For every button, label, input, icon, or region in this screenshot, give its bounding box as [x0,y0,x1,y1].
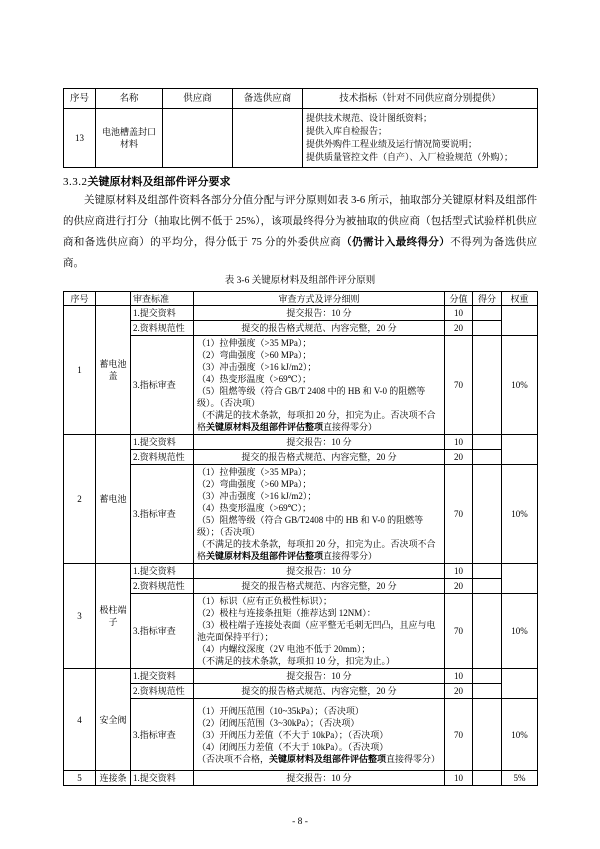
group1-row3 [64,336,538,435]
group1-row1 [64,306,538,321]
no-cell: 4 [64,669,96,771]
weight-empty-cell [502,435,538,465]
section-heading [63,175,537,189]
header-serial: 序号 [64,292,96,306]
tech-indicator-cell: 提供技术规范、设计图纸资料； 提供入库自检报告； 提供外购件工程业绩及运行情况简要说明； 提供质量管控文件（自产）、入厂检验规范（外购）； [303,109,538,168]
earned-cell [473,699,502,771]
supplier-cell [163,109,233,168]
detail-cell: 提交报告：10 分 [194,669,445,684]
supplier-table-row-13 [64,109,538,168]
detail-cell: 提交报告：10 分 [194,306,445,321]
detail-cell: 提交的报告格式规范、内容完整，20 分 [194,450,445,465]
score-cell: 20 [445,450,473,465]
criteria-cell: 1.提交资料 [131,306,194,321]
score-cell: 20 [445,321,473,336]
earned-cell [473,684,502,699]
group4-row2 [64,684,538,699]
header-weight: 权重 [502,292,538,306]
earned-cell [473,579,502,594]
detail-cell: 提交报告：10 分 [194,771,445,786]
detail-cell: 提交的报告格式规范、内容完整，20 分 [194,684,445,699]
weight-cell: 10% [502,336,538,435]
weight-cell: 5% [502,771,538,786]
earned-cell [473,564,502,579]
header-supplier: 供应商 [163,89,233,109]
score-cell: 70 [445,594,473,669]
group1-row2 [64,321,538,336]
header-tech-indicator: 技术指标（针对不同供应商分别提供） [303,89,538,109]
name-cell: 极柱端子 [96,564,131,669]
criteria-cell: 2.资料规范性 [131,579,194,594]
header-serial: 序号 [64,89,96,109]
earned-cell [473,771,502,786]
earned-cell [473,435,502,450]
weight-empty-cell [502,306,538,336]
section-title: 关键原材料及组部件评分要求 [87,176,231,188]
weight-cell: 10% [502,465,538,564]
earned-cell [473,465,502,564]
group2-row3 [64,465,538,564]
criteria-cell: 1.提交资料 [131,771,194,786]
no-cell: 3 [64,564,96,669]
criteria-cell: 1.提交资料 [131,669,194,684]
weight-empty-cell [502,564,538,594]
group5-row1 [64,771,538,786]
page-number: - 8 - [292,817,308,827]
score-cell: 10 [445,669,473,684]
body-paragraph: 关键原材料及组部件资料各部分分值分配与评分原则如表 3-6 所示，抽取部分关键原材料及组部件的供应商进行打分（抽取比例不低于 25%），该项最终得分为被抽取的供应商（包括型式试验样机供应商和备选供应商）的平均分，得分低于 75 分的外委供应商（仍需计入最终得分）不得列为备选供应商。 [63,195,538,269]
weight-cell: 10% [502,594,538,669]
detail-cell: （1）拉伸强度（>35 MPa）； （2）弯曲强度（>60 MPa）； （3）冲击强度（>16 kJ/m2）； （4）热变形温度（>69℃）； （5）阻燃等级（符合 GB/T 2408 中的 HB 和 V-0 的阻燃等级）。（否决项） （不满足的技术条款，每项扣 20 分，扣完为止。否决项不合格关键原材料及组部件评估整项直接得零分） [194,336,445,435]
earned-cell [473,669,502,684]
criteria-cell: 3.指标审查 [131,465,194,564]
weight-cell: 10% [502,699,538,771]
earned-cell [473,306,502,321]
serial-cell: 13 [64,109,96,168]
score-cell: 20 [445,579,473,594]
criteria-cell: 1.提交资料 [131,564,194,579]
name-cell: 蓄电池盖 [96,306,131,435]
header-backup-supplier: 备选供应商 [233,89,303,109]
criteria-cell: 1.提交资料 [131,435,194,450]
header-name: 名称 [96,89,163,109]
header-score: 分值 [445,292,473,306]
score-cell: 10 [445,564,473,579]
earned-cell [473,336,502,435]
name-cell: 连接条 [96,771,131,786]
score-cell: 70 [445,336,473,435]
detail-cell: （1）标识（应有正负极性标识）； （2）极柱与连接条扭矩（推荐达到 12NM）： （3）极柱端子连接处表面（应平整无毛刺无凹凸，且应与电池壳面保持平行）； （4）内螺纹深度（2V 电池不低于 20mm）； （不满足的技术条款，每项扣 10 分，扣完为止。） [194,594,445,669]
earned-cell [473,594,502,669]
detail-cell: 提交的报告格式规范、内容完整，20 分 [194,579,445,594]
detail-cell: 提交的报告格式规范、内容完整，20 分 [194,321,445,336]
group2-row1 [64,435,538,450]
name-cell: 安全阀 [96,669,131,771]
detail-cell: （1）拉伸强度（>35 MPa）； （2）弯曲强度（>60 MPa）； （3）冲击强度（>16 kJ/m2）； （4）热变形温度（>69℃）； （5）阻燃等级（符合 GB/T2408 中的 HB 和 V-0 的阻燃等级）；（否决项） （不满足的技术条款，每项扣 20 分，扣完为止。否决项不合格关键原材料及组部件评估整项直接得零分） [194,465,445,564]
detail-cell: （1）开阀压范围（10~35kPa）；（否决项） （2）闭阀压范围（3~30kPa）；（否决项） （3）开阀压力差值（不大于 10kPa）；（否决项） （4）闭阀压力差值（不大于 10kPa）。（否决项） （否决项不合格，关键原材料及组部件评估整项直接得零分） [194,699,445,771]
group4-row1 [64,669,538,684]
scoring-principles-table [63,291,538,786]
section-number: 3.3.2 [63,176,88,188]
header-method: 审查方式及评分细则 [194,292,445,306]
detail-cell: 提交报告：10 分 [194,564,445,579]
score-cell: 70 [445,699,473,771]
detail-cell: 提交报告：10 分 [194,435,445,450]
group2-row2 [64,450,538,465]
criteria-cell: 2.资料规范性 [131,684,194,699]
no-cell: 5 [64,771,96,786]
no-cell: 2 [64,435,96,564]
table-caption: 表 3-6 关键原材料及组部件评分原则 [224,276,376,286]
backup-supplier-cell [233,109,303,168]
no-cell: 1 [64,306,96,435]
score-cell: 20 [445,684,473,699]
header-criteria: 审查标准 [131,292,194,306]
name-cell: 蓄电池 [96,435,131,564]
supplier-requirements-table [63,88,538,168]
score-cell: 10 [445,306,473,321]
criteria-cell: 3.指标审查 [131,336,194,435]
score-cell: 10 [445,435,473,450]
supplier-table-header-row [64,89,538,109]
header-earned: 得分 [473,292,502,306]
group3-row3 [64,594,538,669]
score-cell: 70 [445,465,473,564]
group3-row2 [64,579,538,594]
group3-row1 [64,564,538,579]
group4-row3 [64,699,538,771]
criteria-cell: 2.资料规范性 [131,450,194,465]
scoring-table-header-row [64,292,538,306]
score-cell: 10 [445,771,473,786]
criteria-cell: 2.资料规范性 [131,321,194,336]
earned-cell [473,450,502,465]
weight-empty-cell [502,669,538,699]
header-name [96,292,131,306]
earned-cell [473,321,502,336]
material-name-cell: 电池槽盖封口材料 [96,109,163,168]
criteria-cell: 3.指标审查 [131,699,194,771]
criteria-cell: 3.指标审查 [131,594,194,669]
